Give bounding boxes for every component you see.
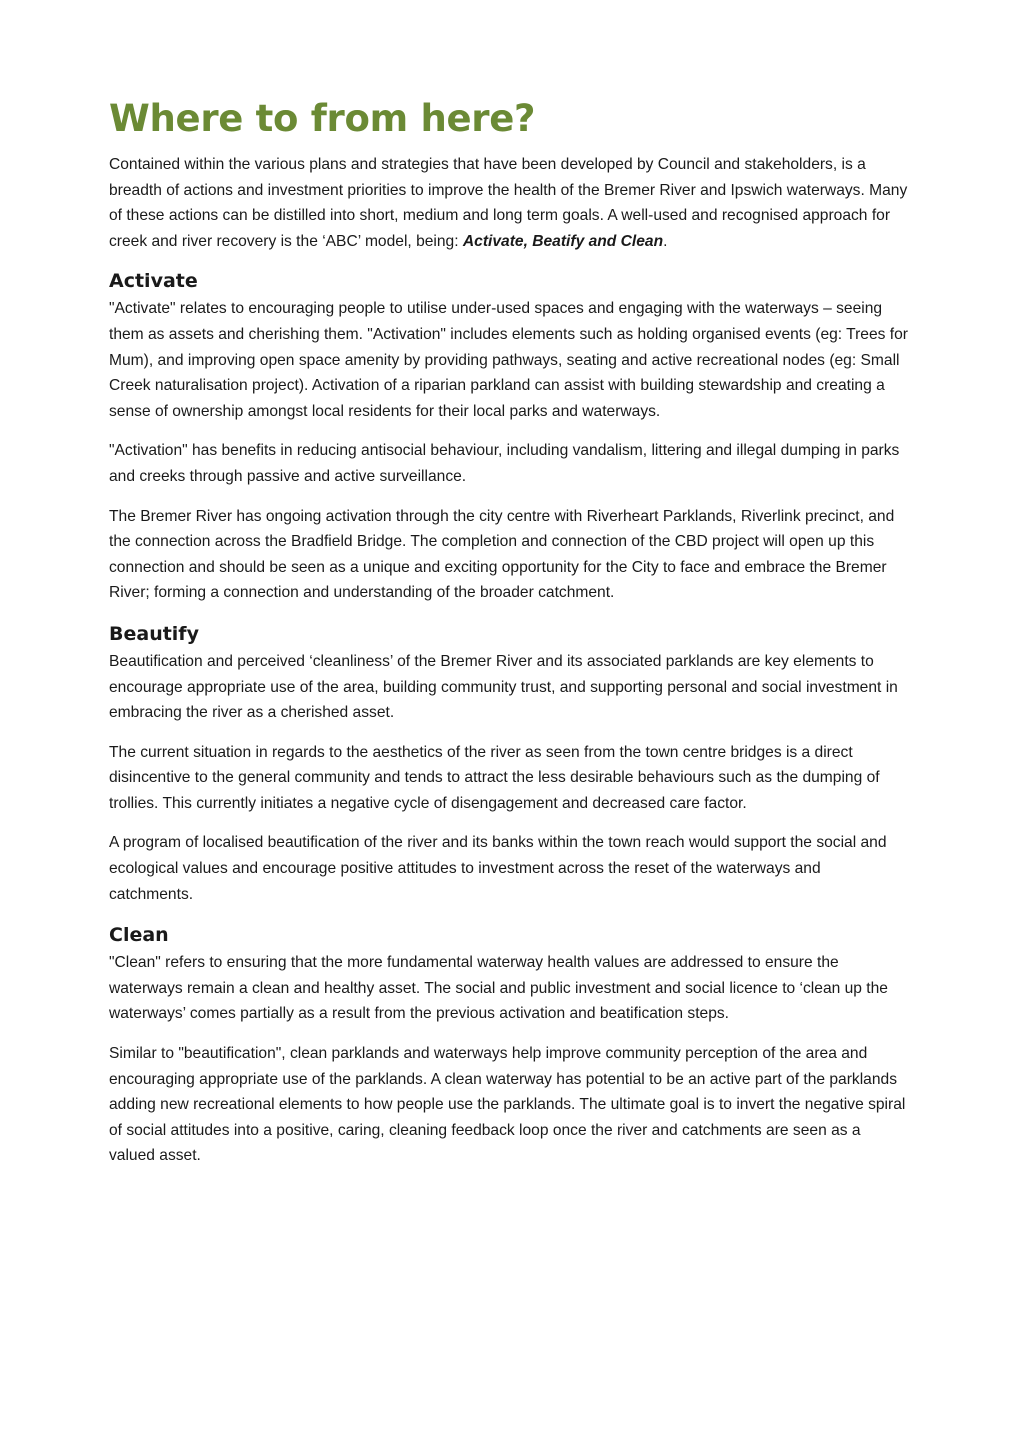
section-heading-activate: Activate (109, 270, 198, 293)
intro-text: Contained within the various plans and strategies that have been developed by Council and stakeholders, is a breadth of actions and investment priorities to improve the health of the Bremer River and Ipswich waterways. Many of these actions can be distilled into short, medium and long term goals. A well-used and recognised approach for creek and river recovery is the ‘ABC’ model, being: (109, 156, 908, 250)
paragraph: "Activation" has benefits in reducing antisocial behaviour, including vandalism, littering and illegal dumping in parks and creeks through passive and active surveillance. (109, 442, 900, 485)
paragraph: The Bremer River has ongoing activation through the city centre with Riverheart Parklands, Riverlink precinct, and the connection across the Bradfield Bridge. The completion and connection of the CBD project will open up this connection and should be seen as a unique and exciting opportunity for the City to face and embrace the Bremer River; forming a connection and understanding of the broader catchment. (109, 507, 895, 602)
paragraph: The current situation in regards to the aesthetics of the river as seen from the town centre bridges is a direct disincentive to the general community and tends to attract the less desirable behaviours such as the dumping of trollies. This currently initiates a negative cycle of disengagement and decreased care factor. (109, 743, 880, 812)
intro-paragraph (109, 152, 909, 254)
paragraph: Similar to "beautification", clean parklands and waterways help improve community perception of the area and encouraging appropriate use of the parklands. A clean waterway has potential to be an active part of the parklands adding new recreational elements to how people use the parklands. The ultimate goal is to invert the negative spiral of social attitudes into a positive, caring, cleaning feedback loop once the river and catchments are seen as a valued asset. (109, 1045, 906, 1165)
section-activate (109, 267, 909, 606)
paragraph: "Activate" relates to encouraging people to utilise under-used spaces and engaging with the waterways – seeing them as assets and cherishing them. "Activation" includes elements such as holding organised events (eg: Trees for Mum), and improving open space amenity by providing pathways, seating and active recreational nodes (eg: Small Creek naturalisation project). Activation of a riparian parkland can assist with building stewardship and creating a sense of ownership amongst local residents for their local parks and waterways. (109, 300, 908, 420)
section-heading-beautify: Beautify (109, 622, 199, 645)
document-page (109, 92, 909, 1183)
intro-end: . (663, 232, 668, 250)
paragraph: Beautification and perceived ‘cleanliness’ of the Bremer River and its associated parklands are key elements to encourage appropriate use of the area, building community trust, and supporting personal and social investment in embracing the river as a cherished asset. (109, 652, 898, 722)
page-title: Where to from here? (109, 97, 536, 140)
section-heading-clean: Clean (109, 924, 169, 947)
section-beautify (109, 620, 909, 907)
paragraph: A program of localised beautification of the river and its banks within the town reach would support the social and ecological values and encourage positive attitudes to investment across the reset of the waterways and catchments. (109, 834, 887, 903)
intro-emphasis: Activate, Beatify and Clean (462, 232, 664, 250)
section-clean (109, 921, 909, 1169)
paragraph: "Clean" refers to ensuring that the more fundamental waterway health values are addressed to ensure the waterways remain a clean and healthy asset. The social and public investment and social licence to ‘clean up the waterways’ comes partially as a result from the previous activation and beatification steps. (109, 954, 888, 1023)
